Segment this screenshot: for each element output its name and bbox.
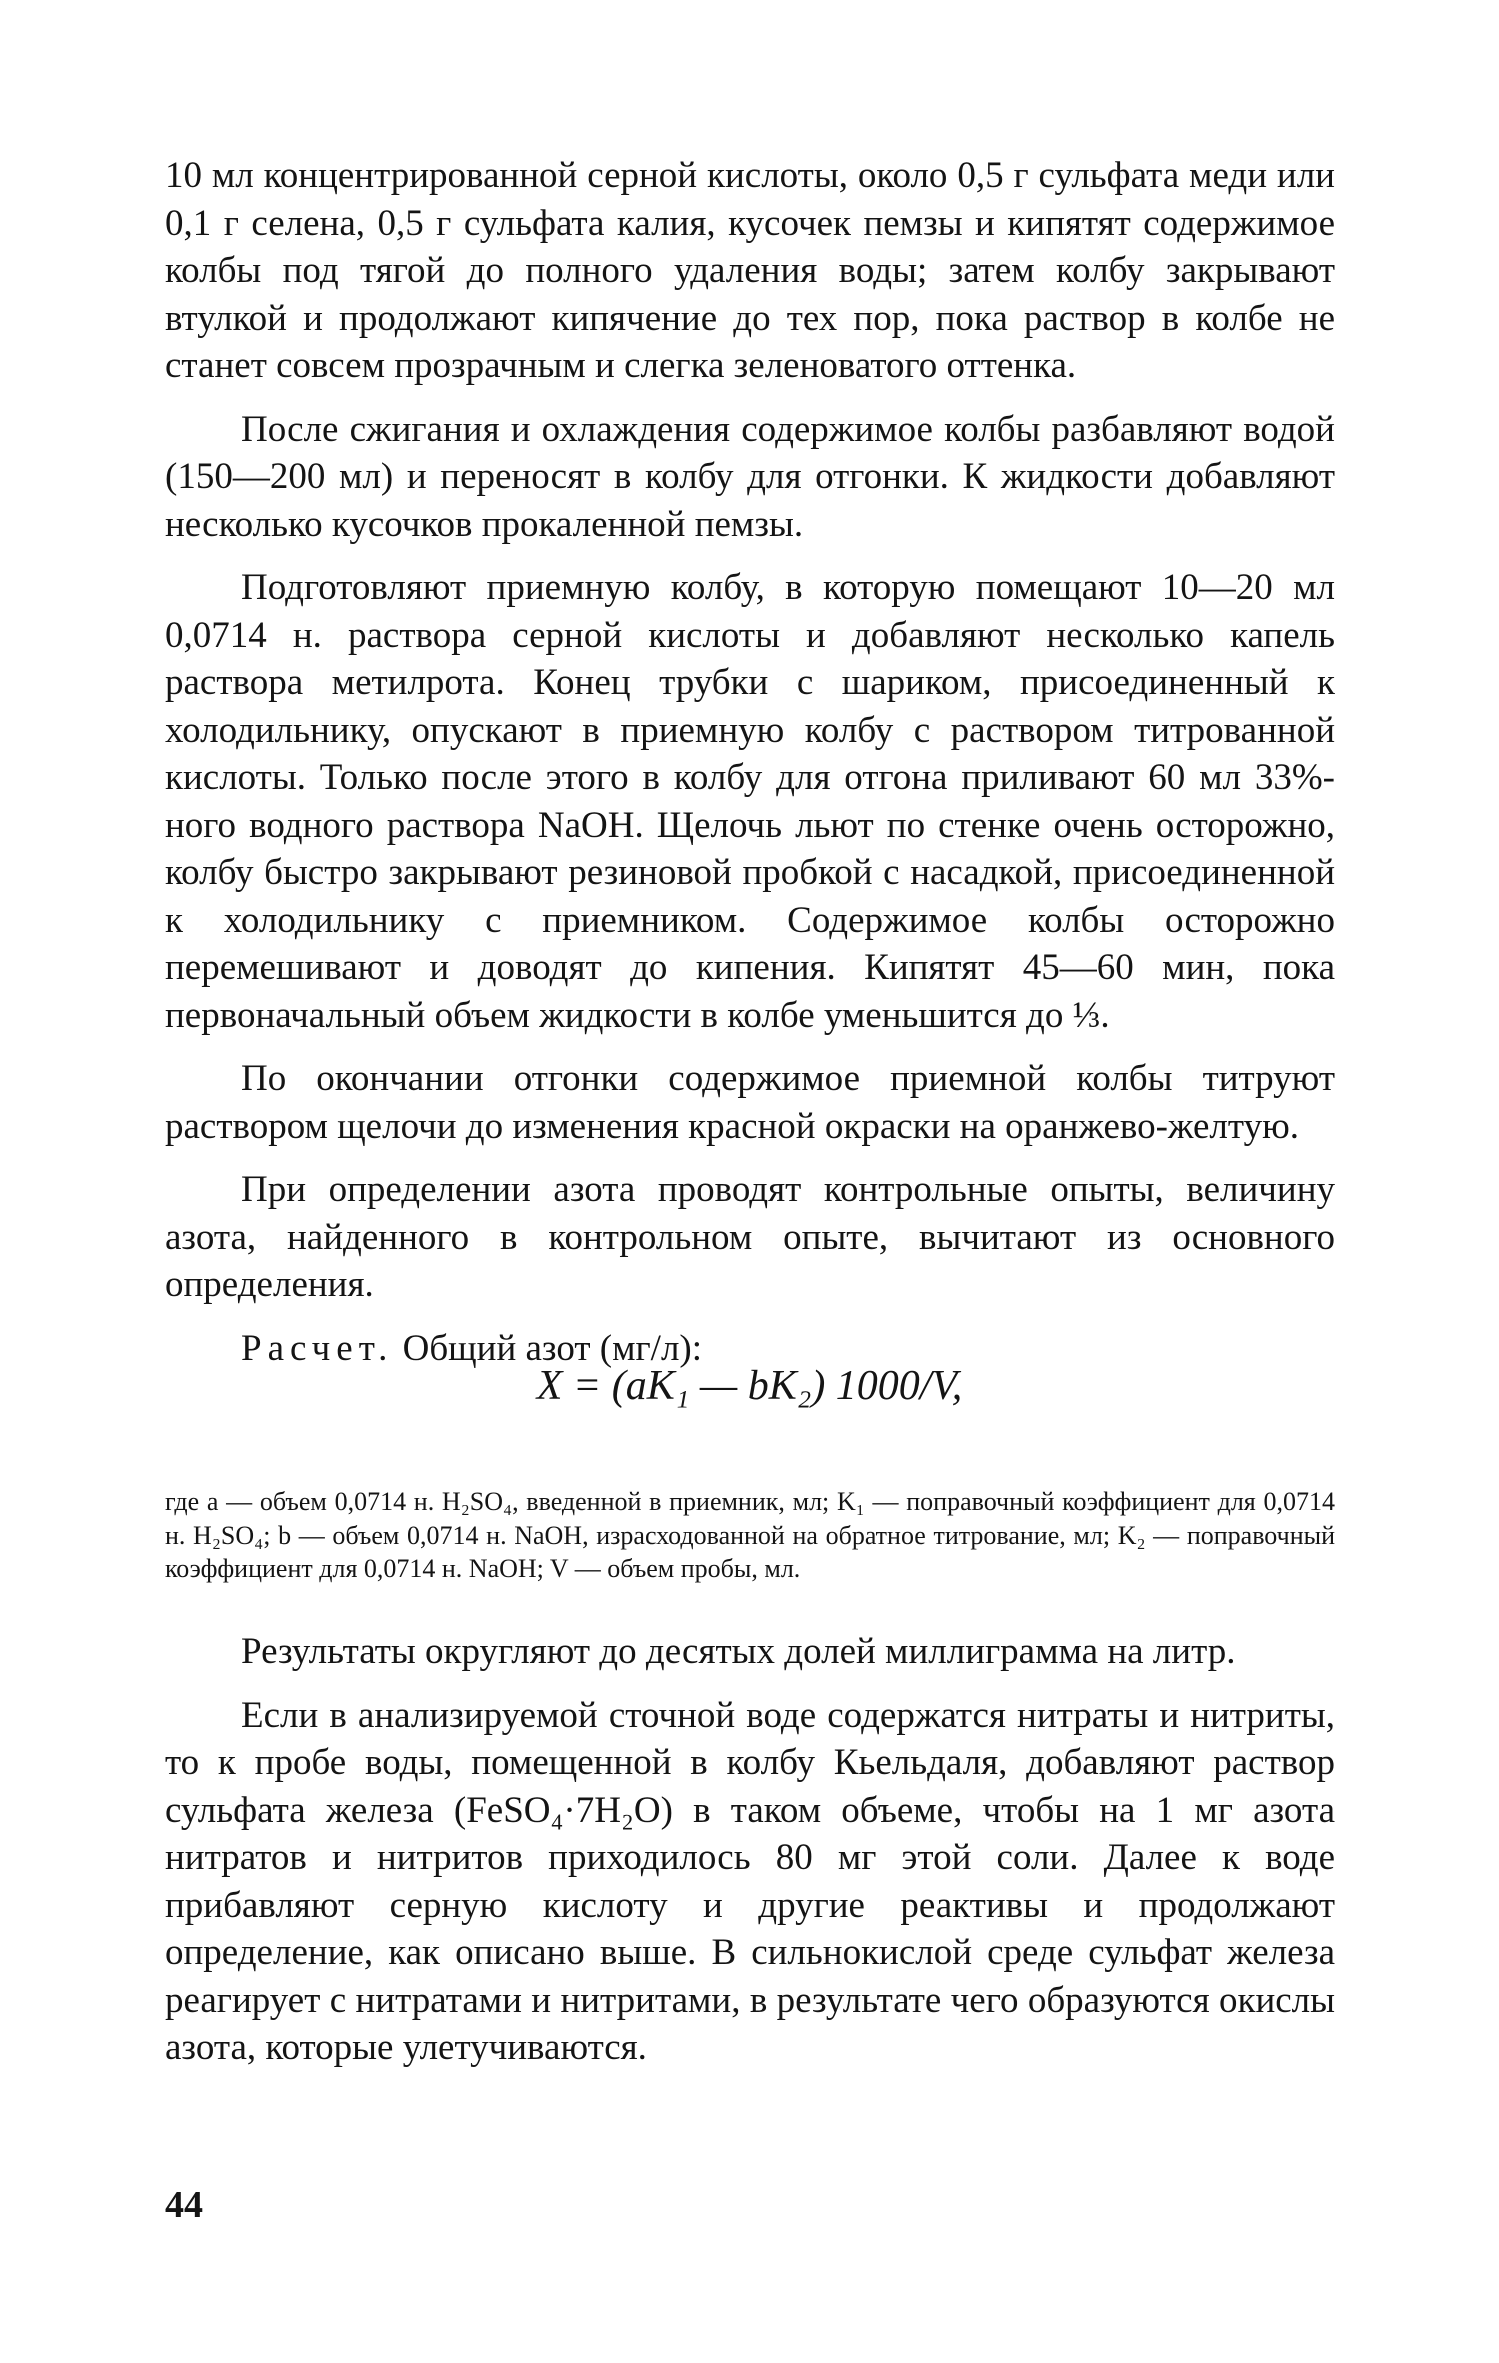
paragraph-nitrates: Если в анализируемой сточной воде содержатся нитраты и нитриты, то к пробе воды, помещенной в колбу Кьельдаля, добавляют раствор сульфата железа (FeSO₄·7H₂O) в таком объеме, чтобы на 1 мг азота нитратов и нитритов приходилось 80 мг этой соли. Далее к воде прибавляют серную кислоту и другие реактивы и продолжают определение, как описано выше. В сильнокислой среде сульфат железа реагирует с нитратами и нитритами, в результате чего образуются окислы азота, которые улетучиваются. [165,1694,1335,2068]
page-number: 44 [165,2184,203,2226]
paragraph-digestion: 10 мл концентрированной серной кислоты, около 0,5 г сульфата меди или 0,1 г селена, 0,5 г сульфата калия, кусочек пемзы и кипятят содержимое колбы под тягой до полного удаления воды; затем колбу закрывают втулкой и продолжают кипячение до тех пор, пока раствор в колбе не станет совсем прозрачным и слегка зеленоватого оттенка. [165,155,1335,386]
paragraph-control: При определении азота проводят контрольные опыты, величину азота, найденного в контрольном опыте, вычитают из основного определения. [165,1169,1335,1305]
paragraph-distillation: Подготовляют приемную колбу, в которую помещают 10—20 мл 0,0714 н. раствора серной кислоты и добавляют несколько капель раствора метилрота. Конец трубки с шариком, присоединенный к холодильнику, опускают в приемную колбу с раствором титрованной кислоты. Только после этого в колбу для отгона приливают 60 мл 33%-ного водного раствора NaOH. Щелочь льют по стенке очень осторожно, колбу быстро закрывают резиновой пробкой с насадкой, присоединенной к холодильнику с приемником. Содержимое колбы осторожно перемешивают и доводят до кипения. Кипятят 45—60 мин, пока первоначальный объем жидкости в колбе уменьшится до ⅓. [165,567,1335,1036]
calculation-text: Общий азот (мг/л): [393,1327,703,1369]
formula-legend: где a — объем 0,0714 н. H₂SO₄, введенной в приемник, мл; K₁ — поправочный коэффициент для 0,0714 н. H₂SO₄; b — объем 0,0714 н. NaOH, израсходованной на обратное титрование, мл; K₂ — поправочный коэффициент для 0,0714 н. NaOH; V — объем пробы, мл. [165,1487,1335,1583]
body-text-bottom [165,1628,1335,2088]
paragraph-rounding: Результаты округляют до десятых долей миллиграмма на литр. [241,1631,1236,1672]
nitrogen-formula: X = (aK₁ — bK₂) 1000/V, [536,1363,963,1409]
paragraph-titration: По окончании отгонки содержимое приемной колбы титруют раствором щелочи до изменения красной окраски на оранжево-желтую. [165,1058,1335,1147]
calculation-label: Расчет. [241,1327,394,1369]
body-text-top [165,152,1335,1388]
paragraph-dilution: После сжигания и охлаждения содержимое колбы разбавляют водой (150—200 мл) и переносят в колбу для отгонки. К жидкости добавляют несколько кусочков прокаленной пемзы. [165,408,1335,545]
